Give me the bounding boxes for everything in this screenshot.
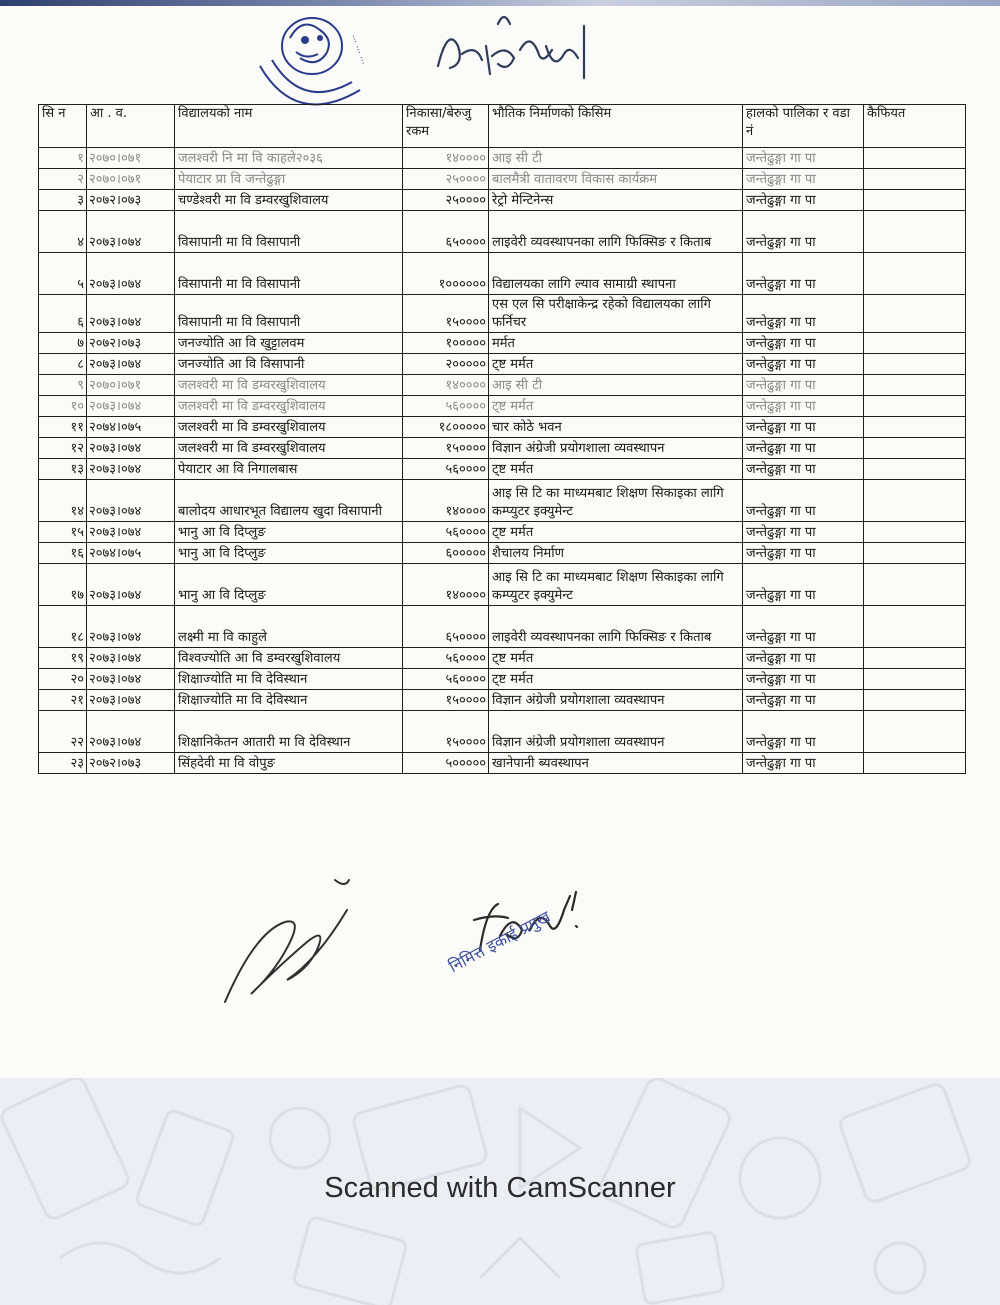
municipality-ward-cell: जन्तेढुङ्गा गा पा (743, 753, 864, 774)
remarks-cell (864, 480, 966, 522)
fiscal-year-cell: २०७२।०७३ (87, 333, 175, 354)
serial-number-cell: १ (39, 148, 87, 169)
municipality-ward-cell: जन्तेढुङ्गा गा पा (743, 211, 864, 253)
school-name-cell: जनज्योति आ वि खुट्टालवम (175, 333, 403, 354)
fiscal-year-cell: २०७३।०७४ (87, 396, 175, 417)
remarks-cell (864, 375, 966, 396)
remarks-cell (864, 669, 966, 690)
amount-cell: १८००००० (403, 417, 489, 438)
construction-type-cell: आइ सि टि का माध्यमबाट शिक्षण सिकाइका लागि कम्प्युटर इक्युमेन्ट (489, 564, 743, 606)
municipality-ward-cell: जन्तेढुङ्गा गा पा (743, 148, 864, 169)
serial-number-cell: १३ (39, 459, 87, 480)
school-name-cell: शिक्षानिकेतन आतारी मा वि देविस्थान (175, 711, 403, 753)
remarks-cell (864, 711, 966, 753)
school-name-cell: चण्डेश्वरी मा वि डम्वरखुशिवालय (175, 190, 403, 211)
remarks-cell (864, 190, 966, 211)
school-name-cell: जलश्वरी नि मा वि काहले२०३६ (175, 148, 403, 169)
school-name-cell: पेयाटार आ वि निगालबास (175, 459, 403, 480)
construction-type-cell: चार कोठे भवन (489, 417, 743, 438)
fiscal-year-cell: २०७०।०७१ (87, 148, 175, 169)
table-row (39, 169, 966, 190)
fiscal-year-cell: २०७३।०७४ (87, 669, 175, 690)
table-row (39, 690, 966, 711)
fiscal-year-cell: २०७३।०७४ (87, 564, 175, 606)
fiscal-year-cell: २०७२।०७३ (87, 753, 175, 774)
construction-type-cell: ट्ष्ट मर्मत (489, 354, 743, 375)
serial-number-cell: ४ (39, 211, 87, 253)
table-row (39, 396, 966, 417)
remarks-cell (864, 169, 966, 190)
construction-type-cell: ट्ष्ट मर्मत (489, 396, 743, 417)
municipality-ward-cell: जन्तेढुङ्गा गा पा (743, 417, 864, 438)
fiscal-year-cell: २०७३।०७४ (87, 606, 175, 648)
remarks-cell (864, 753, 966, 774)
table-row (39, 648, 966, 669)
school-name-cell: भानु आ वि दिप्लुङ (175, 564, 403, 606)
amount-cell: २००००० (403, 354, 489, 375)
school-name-cell: जलश्वरी मा वि डम्वरखुशिवालय (175, 438, 403, 459)
table-header-row (39, 105, 966, 148)
fiscal-year-cell: २०७४।०७५ (87, 417, 175, 438)
serial-number-cell: ९ (39, 375, 87, 396)
serial-number-cell: ११ (39, 417, 87, 438)
serial-number-cell: २ (39, 169, 87, 190)
signature-left-icon (215, 870, 365, 1010)
construction-type-cell: मर्मत (489, 333, 743, 354)
serial-number-cell: २० (39, 669, 87, 690)
table-row (39, 211, 966, 253)
construction-type-cell: आइ सी टी (489, 148, 743, 169)
school-name-cell: पेयाटार प्रा वि जन्तेढुङ्गा (175, 169, 403, 190)
amount-cell: ५६०००० (403, 648, 489, 669)
remarks-cell (864, 438, 966, 459)
amount-cell: १४०००० (403, 375, 489, 396)
fiscal-year-cell: २०७३।०७४ (87, 253, 175, 295)
stamp-label: निमित्त इकाई प्रमुख (445, 906, 554, 977)
fiscal-year-cell: २०७३।०७४ (87, 438, 175, 459)
fiscal-year-cell: २०७३।०७४ (87, 648, 175, 669)
column-header: सि न (39, 105, 87, 148)
serial-number-cell: १७ (39, 564, 87, 606)
handwritten-title-mark (428, 6, 628, 96)
construction-type-cell: एस एल सि परीक्षाकेन्द्र रहेको विद्यालयका लागि फर्निचर (489, 295, 743, 333)
amount-cell: २५०००० (403, 190, 489, 211)
construction-type-cell: ट्ष्ट मर्मत (489, 522, 743, 543)
municipality-ward-cell: जन्तेढुङ्गा गा पा (743, 295, 864, 333)
table-row (39, 333, 966, 354)
school-name-cell: विसापानी मा वि विसापानी (175, 295, 403, 333)
amount-cell: १५०००० (403, 295, 489, 333)
table-body (39, 148, 966, 774)
school-name-cell: विसापानी मा वि विसापानी (175, 211, 403, 253)
remarks-cell (864, 459, 966, 480)
school-name-cell: भानु आ वि दिप्लुङ (175, 543, 403, 564)
construction-type-cell: विद्यालयका लागि ल्याव सामाग्री स्थापना (489, 253, 743, 295)
remarks-cell (864, 564, 966, 606)
serial-number-cell: ७ (39, 333, 87, 354)
table-row (39, 711, 966, 753)
amount-cell: ५६०००० (403, 396, 489, 417)
municipality-ward-cell: जन्तेढुङ्गा गा पा (743, 543, 864, 564)
table-row (39, 354, 966, 375)
camscanner-watermark: Scanned with CamScanner (324, 1172, 676, 1204)
table-row (39, 480, 966, 522)
municipality-ward-cell: जन्तेढुङ्गा गा पा (743, 396, 864, 417)
serial-number-cell: ५ (39, 253, 87, 295)
amount-cell: १०००००० (403, 253, 489, 295)
school-name-cell: भानु आ वि दिप्लुङ (175, 522, 403, 543)
construction-type-cell: विज्ञान अंग्रेजी प्रयोगशाला व्यवस्थापन (489, 690, 743, 711)
fiscal-year-cell: २०७३।०७४ (87, 711, 175, 753)
svg-text:··· ··· ···: ··· ··· ··· (347, 33, 368, 67)
municipality-ward-cell: जन्तेढुङ्गा गा पा (743, 190, 864, 211)
construction-type-cell: रेट्रो मेन्टिनेन्स (489, 190, 743, 211)
amount-cell: १५०००० (403, 438, 489, 459)
school-name-cell: विसापानी मा वि विसापानी (175, 253, 403, 295)
fiscal-year-cell: २०७३।०७४ (87, 522, 175, 543)
school-name-cell: जलश्वरी मा वि डम्वरखुशिवालय (175, 417, 403, 438)
fund-allocation-table (38, 104, 966, 774)
serial-number-cell: १९ (39, 648, 87, 669)
serial-number-cell: १६ (39, 543, 87, 564)
table-row (39, 669, 966, 690)
table-row (39, 564, 966, 606)
construction-type-cell: लाइवेरी व्यवस्थापनका लागि फिक्सिङ र किताब (489, 606, 743, 648)
construction-type-cell: विज्ञान अंग्रेजी प्रयोगशाला व्यवस्थापन (489, 438, 743, 459)
school-name-cell: शिक्षाज्योति मा वि देविस्थान (175, 690, 403, 711)
municipality-ward-cell: जन्तेढुङ्गा गा पा (743, 169, 864, 190)
school-name-cell: विश्वज्योति आ वि डम्वरखुशिवालय (175, 648, 403, 669)
municipality-ward-cell: जन्तेढुङ्गा गा पा (743, 606, 864, 648)
amount-cell: १४०००० (403, 480, 489, 522)
fiscal-year-cell: २०७३।०७४ (87, 211, 175, 253)
amount-cell: १५०००० (403, 711, 489, 753)
table-row (39, 190, 966, 211)
amount-cell: ६००००० (403, 543, 489, 564)
construction-type-cell: ट्ष्ट मर्मत (489, 669, 743, 690)
serial-number-cell: १८ (39, 606, 87, 648)
construction-type-cell: विज्ञान अंग्रेजी प्रयोगशाला व्यवस्थापन (489, 711, 743, 753)
fiscal-year-cell: २०७०।०७१ (87, 169, 175, 190)
school-name-cell: जलश्वरी मा वि डम्वरखुशिवालय (175, 375, 403, 396)
remarks-cell (864, 253, 966, 295)
amount-cell: २५०००० (403, 169, 489, 190)
municipality-ward-cell: जन्तेढुङ्गा गा पा (743, 333, 864, 354)
municipality-ward-cell: जन्तेढुङ्गा गा पा (743, 354, 864, 375)
remarks-cell (864, 354, 966, 375)
amount-cell: ६५०००० (403, 606, 489, 648)
school-name-cell: जनज्योति आ वि विसापानी (175, 354, 403, 375)
municipality-ward-cell: जन्तेढुङ्गा गा पा (743, 253, 864, 295)
remarks-cell (864, 648, 966, 669)
municipality-ward-cell: जन्तेढुङ्गा गा पा (743, 690, 864, 711)
remarks-cell (864, 417, 966, 438)
fiscal-year-cell: २०७३।०७४ (87, 459, 175, 480)
serial-number-cell: ८ (39, 354, 87, 375)
remarks-cell (864, 690, 966, 711)
column-header: कैफियत (864, 105, 966, 148)
amount-cell: ५००००० (403, 753, 489, 774)
table-row (39, 375, 966, 396)
serial-number-cell: १४ (39, 480, 87, 522)
serial-number-cell: १२ (39, 438, 87, 459)
fiscal-year-cell: २०७३।०७४ (87, 354, 175, 375)
table-row (39, 459, 966, 480)
municipality-ward-cell: जन्तेढुङ्गा गा पा (743, 648, 864, 669)
municipality-ward-cell: जन्तेढुङ्गा गा पा (743, 375, 864, 396)
serial-number-cell: २२ (39, 711, 87, 753)
amount-cell: १५०००० (403, 690, 489, 711)
amount-cell: १४०००० (403, 564, 489, 606)
school-name-cell: सिंहदेवी मा वि वोपुङ (175, 753, 403, 774)
school-name-cell: बालोदय आधारभूत विद्यालय खुदा विसापानी (175, 480, 403, 522)
construction-type-cell: आइ सी टी (489, 375, 743, 396)
school-name-cell: लक्ष्मी मा वि काहुले (175, 606, 403, 648)
table-row (39, 753, 966, 774)
amount-cell: १००००० (403, 333, 489, 354)
municipality-ward-cell: जन्तेढुङ्गा गा पा (743, 669, 864, 690)
remarks-cell (864, 148, 966, 169)
table-row (39, 253, 966, 295)
municipality-ward-cell: जन्तेढुङ्गा गा पा (743, 711, 864, 753)
construction-type-cell: ट्ष्ट मर्मत (489, 459, 743, 480)
school-name-cell: शिक्षाज्योति मा वि देविस्थान (175, 669, 403, 690)
construction-type-cell: शैचालय निर्माण (489, 543, 743, 564)
construction-type-cell: आइ सि टि का माध्यमबाट शिक्षण सिकाइका लागि कम्प्युटर इक्युमेन्ट (489, 480, 743, 522)
column-header: विद्यालयको नाम (175, 105, 403, 148)
remarks-cell (864, 396, 966, 417)
construction-type-cell: ट्ष्ट मर्मत (489, 648, 743, 669)
serial-number-cell: ३ (39, 190, 87, 211)
table-row (39, 543, 966, 564)
municipality-ward-cell: जन्तेढुङ्गा गा पा (743, 438, 864, 459)
column-header: हालको पालिका र वडा नं (743, 105, 864, 148)
remarks-cell (864, 333, 966, 354)
remarks-cell (864, 295, 966, 333)
serial-number-cell: १० (39, 396, 87, 417)
fiscal-year-cell: २०७३।०७४ (87, 690, 175, 711)
municipality-ward-cell: जन्तेढुङ्गा गा पा (743, 480, 864, 522)
table-row (39, 417, 966, 438)
fiscal-year-cell: २०७३।०७४ (87, 480, 175, 522)
table-row (39, 295, 966, 333)
construction-type-cell: खानेपानी ब्यवस्थापन (489, 753, 743, 774)
fiscal-year-cell: २०७०।०७१ (87, 375, 175, 396)
amount-cell: ५६०००० (403, 459, 489, 480)
fiscal-year-cell: २०७३।०७४ (87, 295, 175, 333)
remarks-cell (864, 606, 966, 648)
fiscal-year-cell: २०७४।०७५ (87, 543, 175, 564)
table-row (39, 148, 966, 169)
amount-cell: ५६०००० (403, 522, 489, 543)
column-header: भौतिक निर्माणको किसिम (489, 105, 743, 148)
column-header: आ . व. (87, 105, 175, 148)
table-row (39, 438, 966, 459)
municipality-ward-cell: जन्तेढुङ्गा गा पा (743, 522, 864, 543)
remarks-cell (864, 543, 966, 564)
serial-number-cell: २३ (39, 753, 87, 774)
table-row (39, 606, 966, 648)
table-row (39, 522, 966, 543)
fiscal-year-cell: २०७२।०७३ (87, 190, 175, 211)
serial-number-cell: ६ (39, 295, 87, 333)
column-header: निकासा/बेरुजु रकम (403, 105, 489, 148)
serial-number-cell: १५ (39, 522, 87, 543)
serial-number-cell: २१ (39, 690, 87, 711)
municipality-ward-cell: जन्तेढुङ्गा गा पा (743, 459, 864, 480)
amount-cell: ५६०००० (403, 669, 489, 690)
construction-type-cell: बालमैत्री वातावरण विकास कार्यक्रम (489, 169, 743, 190)
construction-type-cell: लाइवेरी व्यवस्थापनका लागि फिक्सिङ र किताब (489, 211, 743, 253)
remarks-cell (864, 522, 966, 543)
municipality-ward-cell: जन्तेढुङ्गा गा पा (743, 564, 864, 606)
amount-cell: १४०००० (403, 148, 489, 169)
remarks-cell (864, 211, 966, 253)
amount-cell: ६५०००० (403, 211, 489, 253)
school-name-cell: जलश्वरी मा वि डम्वरखुशिवालय (175, 396, 403, 417)
